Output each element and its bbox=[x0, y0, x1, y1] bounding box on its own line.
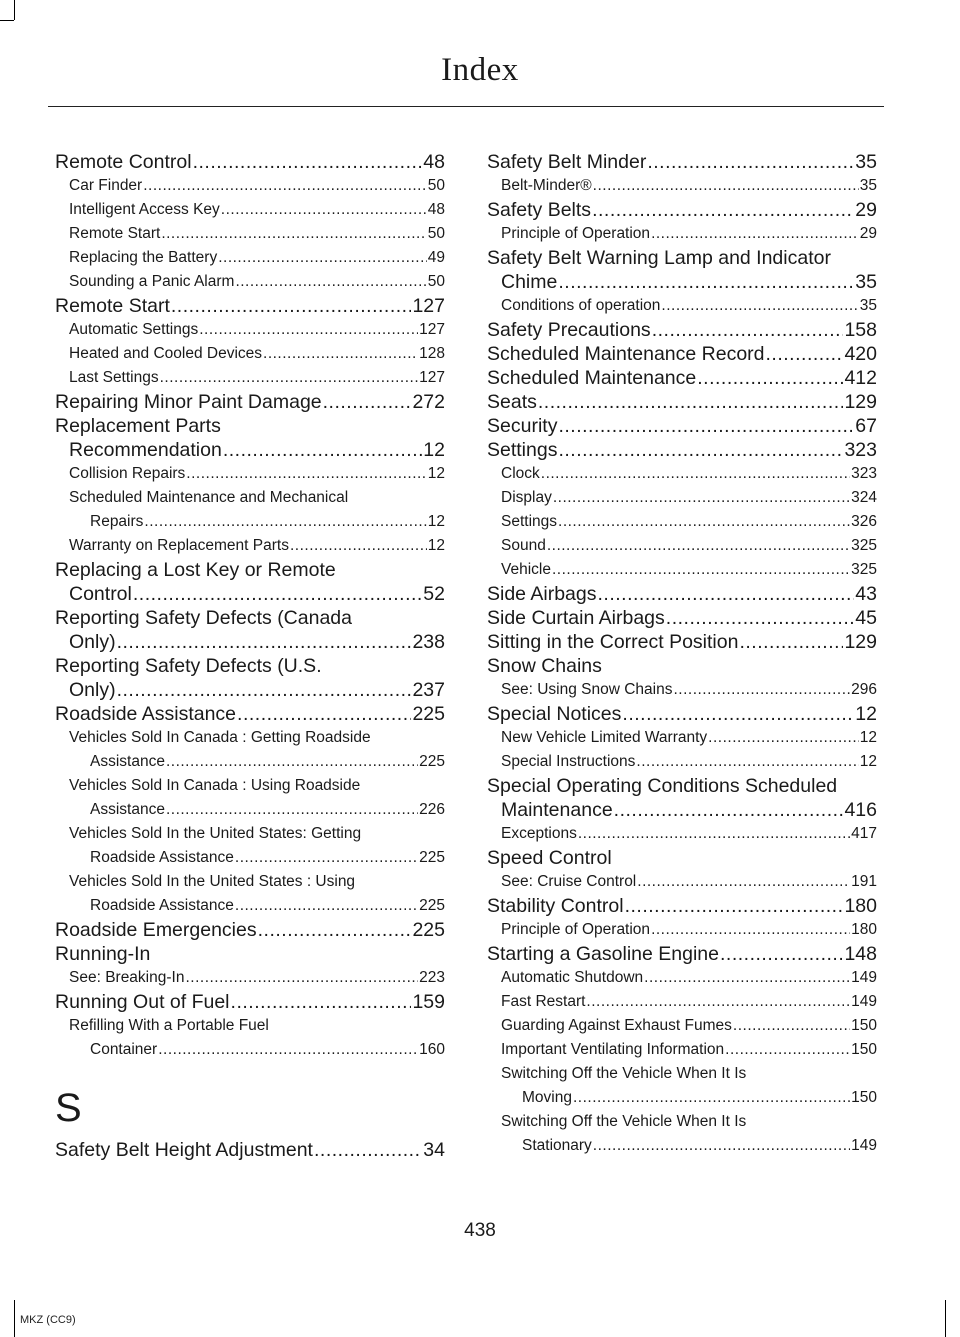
leader-dots bbox=[117, 630, 412, 654]
entry-text: Stability Control bbox=[487, 895, 624, 917]
index-subentry bbox=[487, 990, 877, 1014]
index-subentry bbox=[487, 222, 877, 246]
leader-dots bbox=[231, 990, 412, 1014]
entry-text: Remote Start bbox=[69, 225, 161, 242]
entry-text: Safety Belt Height Adjustment bbox=[55, 1139, 313, 1161]
leader-dots bbox=[223, 438, 422, 462]
crop-mark bbox=[0, 20, 14, 21]
entry-text: New Vehicle Limited Warranty bbox=[501, 729, 708, 746]
index-subentry bbox=[487, 750, 877, 774]
index-subentry bbox=[55, 366, 445, 390]
index-subentry bbox=[487, 558, 877, 582]
leader-dots bbox=[558, 438, 843, 462]
index-column-right bbox=[487, 150, 877, 1158]
leader-dots bbox=[166, 750, 418, 774]
entry-page: 180 bbox=[844, 895, 877, 917]
index-entry bbox=[487, 438, 877, 462]
page-title: Index bbox=[441, 52, 519, 88]
index-entry-first-line: Switching Off the Vehicle When It Is bbox=[501, 1065, 747, 1082]
entry-text: Only) bbox=[69, 631, 116, 653]
entry-text: Principle of Operation bbox=[501, 921, 651, 938]
index-entry bbox=[55, 294, 445, 318]
entry-text: Safety Precautions bbox=[487, 319, 651, 341]
entry-text: Guarding Against Exhaust Fumes bbox=[501, 1017, 732, 1034]
entry-page: 296 bbox=[851, 681, 877, 698]
index-subentry bbox=[55, 846, 445, 870]
entry-text: Roadside Assistance bbox=[90, 849, 234, 866]
leader-dots bbox=[538, 390, 844, 414]
index-subentry bbox=[487, 1134, 877, 1158]
index-entry bbox=[487, 606, 877, 630]
entry-text: Belt-Minder® bbox=[501, 177, 592, 194]
entry-text: Important Ventilating Information bbox=[501, 1041, 725, 1058]
entry-page: 225 bbox=[412, 703, 445, 725]
index-entry-first-line: Reporting Safety Defects (Canada bbox=[55, 607, 352, 629]
leader-dots bbox=[552, 558, 850, 582]
leader-dots bbox=[237, 702, 411, 726]
entry-text: Scheduled Maintenance bbox=[487, 367, 697, 389]
entry-text: Side Curtain Airbags bbox=[487, 607, 665, 629]
entry-page: 149 bbox=[851, 1137, 877, 1154]
entry-page: 149 bbox=[851, 969, 877, 986]
index-entry-first-line: Vehicles Sold In Canada : Using Roadside bbox=[69, 777, 361, 794]
entry-text: Roadside Assistance bbox=[55, 703, 237, 725]
index-heading: Snow Chains bbox=[487, 655, 602, 677]
index-entry-first-line: Special Operating Conditions Scheduled bbox=[487, 775, 838, 797]
entry-text: Car Finder bbox=[69, 177, 143, 194]
page-number: 438 bbox=[464, 1220, 496, 1241]
leader-dots bbox=[235, 894, 418, 918]
index-entry bbox=[487, 366, 877, 390]
entry-text: Intelligent Access Key bbox=[69, 201, 220, 218]
index-subentry bbox=[487, 822, 877, 846]
leader-dots bbox=[547, 534, 850, 558]
index-subentry bbox=[487, 870, 877, 894]
entry-page: 149 bbox=[851, 993, 877, 1010]
index-entry-first-line: Refilling With a Portable Fuel bbox=[69, 1017, 269, 1034]
leader-dots bbox=[739, 630, 843, 654]
entry-page: 417 bbox=[851, 825, 877, 842]
index-subentry bbox=[55, 462, 445, 486]
leader-dots bbox=[592, 198, 854, 222]
entry-page: 12 bbox=[427, 465, 445, 482]
index-entry bbox=[487, 318, 877, 342]
entry-text: Moving bbox=[522, 1089, 572, 1106]
index-entry bbox=[55, 150, 445, 174]
index-heading: Speed Control bbox=[487, 847, 612, 869]
index-entry-first-line: Reporting Safety Defects (U.S. bbox=[55, 655, 322, 677]
leader-dots bbox=[586, 990, 850, 1014]
entry-page: 323 bbox=[844, 439, 877, 461]
entry-text: Automatic Shutdown bbox=[501, 969, 644, 986]
leader-dots bbox=[541, 462, 850, 486]
entry-text: Collision Repairs bbox=[69, 465, 186, 482]
entry-text: Sitting in the Correct Position bbox=[487, 631, 739, 653]
entry-text: Sound bbox=[501, 537, 546, 554]
entry-page: 160 bbox=[419, 1041, 445, 1058]
index-entry bbox=[487, 414, 877, 438]
entry-page: 48 bbox=[423, 151, 445, 173]
entry-page: 129 bbox=[844, 391, 877, 413]
entry-text: Automatic Settings bbox=[69, 321, 199, 338]
entry-page: 148 bbox=[844, 943, 877, 965]
entry-page: 416 bbox=[844, 799, 877, 821]
index-subentry bbox=[487, 462, 877, 486]
entry-text: Display bbox=[501, 489, 552, 506]
leader-dots bbox=[733, 1014, 850, 1038]
entry-page: 158 bbox=[844, 319, 877, 341]
index-entry bbox=[487, 342, 877, 366]
leader-dots bbox=[553, 486, 850, 510]
index-subentry bbox=[55, 270, 445, 294]
index-entry bbox=[55, 702, 445, 726]
entry-text: Assistance bbox=[90, 801, 165, 818]
entry-text: Roadside Assistance bbox=[90, 897, 234, 914]
index-subentry bbox=[487, 294, 877, 318]
leader-dots bbox=[666, 606, 855, 630]
entry-text: Recommendation bbox=[69, 439, 222, 461]
leader-dots bbox=[158, 1038, 418, 1062]
entry-page: 323 bbox=[851, 465, 877, 482]
index-subentry bbox=[55, 798, 445, 822]
leader-dots bbox=[221, 198, 427, 222]
entry-page: 43 bbox=[855, 583, 877, 605]
index-subentry bbox=[487, 486, 877, 510]
index-entry bbox=[487, 150, 877, 174]
leader-dots bbox=[171, 294, 412, 318]
leader-dots bbox=[622, 702, 854, 726]
entry-page: 129 bbox=[844, 631, 877, 653]
entry-page: 12 bbox=[859, 753, 877, 770]
leader-dots bbox=[708, 726, 859, 750]
index-subentry bbox=[55, 534, 445, 558]
leader-dots bbox=[614, 798, 844, 822]
index-entry-first-line: Vehicles Sold In Canada : Getting Roadside bbox=[69, 729, 371, 746]
index-entry bbox=[487, 630, 877, 654]
entry-page: 35 bbox=[855, 151, 877, 173]
model-code: MKZ (CC9) bbox=[20, 1314, 76, 1326]
entry-page: 180 bbox=[851, 921, 877, 938]
entry-page: 150 bbox=[851, 1017, 877, 1034]
leader-dots bbox=[143, 174, 427, 198]
index-entry-first-line: Switching Off the Vehicle When It Is bbox=[501, 1113, 747, 1130]
leader-dots bbox=[644, 966, 850, 990]
leader-dots bbox=[117, 678, 412, 702]
index-entry bbox=[487, 798, 877, 822]
index-subentry bbox=[55, 246, 445, 270]
entry-page: 29 bbox=[859, 225, 877, 242]
entry-text: Special Instructions bbox=[501, 753, 636, 770]
entry-page: 127 bbox=[419, 321, 445, 338]
index-entry-first-line: Vehicles Sold In the United States : Using bbox=[69, 873, 356, 890]
entry-text: Assistance bbox=[90, 753, 165, 770]
entry-text: Control bbox=[69, 583, 132, 605]
entry-page: 50 bbox=[427, 273, 445, 290]
index-entry bbox=[487, 270, 877, 294]
index-entry bbox=[487, 198, 877, 222]
entry-text: Warranty on Replacement Parts bbox=[69, 537, 289, 554]
index-entry bbox=[55, 630, 445, 654]
entry-text: Container bbox=[90, 1041, 158, 1058]
entry-text: Remote Start bbox=[55, 295, 170, 317]
index-subentry bbox=[55, 222, 445, 246]
entry-text: Repairs bbox=[90, 513, 144, 530]
index-entry-first-line: Vehicles Sold In the United States: Getting bbox=[69, 825, 362, 842]
entry-page: 35 bbox=[859, 177, 877, 194]
index-entry bbox=[55, 438, 445, 462]
index-subentry bbox=[55, 1038, 445, 1062]
entry-text: Settings bbox=[487, 439, 558, 461]
entry-page: 29 bbox=[855, 199, 877, 221]
entry-page: 150 bbox=[851, 1089, 877, 1106]
entry-page: 324 bbox=[851, 489, 877, 506]
index-subentry bbox=[487, 510, 877, 534]
entry-text: Security bbox=[487, 415, 558, 437]
entry-page: 225 bbox=[412, 919, 445, 941]
index-entry bbox=[487, 390, 877, 414]
index-entry bbox=[55, 582, 445, 606]
index-entry bbox=[55, 390, 445, 414]
index-subentry bbox=[487, 534, 877, 558]
entry-text: See: Cruise Control bbox=[501, 873, 637, 890]
index-subentry bbox=[55, 966, 445, 990]
index-entry bbox=[487, 702, 877, 726]
entry-page: 12 bbox=[423, 439, 445, 461]
entry-text: Conditions of operation bbox=[501, 297, 661, 314]
entry-text: Principle of Operation bbox=[501, 225, 651, 242]
index-subentry bbox=[487, 966, 877, 990]
entry-text: Exceptions bbox=[501, 825, 577, 842]
entry-text: Settings bbox=[501, 513, 558, 530]
leader-dots bbox=[673, 678, 850, 702]
crop-mark bbox=[14, 0, 15, 20]
leader-dots bbox=[161, 222, 426, 246]
entry-page: 35 bbox=[855, 271, 877, 293]
entry-page: 225 bbox=[419, 897, 445, 914]
entry-page: 52 bbox=[423, 583, 445, 605]
leader-dots bbox=[166, 798, 418, 822]
leader-dots bbox=[625, 894, 844, 918]
entry-page: 225 bbox=[419, 753, 445, 770]
entry-text: Replacing the Battery bbox=[69, 249, 218, 266]
leader-dots bbox=[661, 294, 858, 318]
entry-page: 50 bbox=[427, 177, 445, 194]
entry-text: Stationary bbox=[522, 1137, 592, 1154]
leader-dots bbox=[133, 582, 422, 606]
index-entry bbox=[55, 678, 445, 702]
entry-page: 49 bbox=[427, 249, 445, 266]
index-entry-first-line: Replacing a Lost Key or Remote bbox=[55, 559, 336, 581]
section-letter: S bbox=[55, 1086, 82, 1130]
entry-text: Safety Belt Minder bbox=[487, 151, 647, 173]
index-entry bbox=[487, 942, 877, 966]
entry-page: 12 bbox=[427, 513, 445, 530]
crop-mark bbox=[14, 1300, 15, 1337]
entry-page: 35 bbox=[859, 297, 877, 314]
entry-page: 420 bbox=[844, 343, 877, 365]
entry-page: 191 bbox=[851, 873, 877, 890]
leader-dots bbox=[263, 342, 418, 366]
index-subentry bbox=[55, 174, 445, 198]
entry-page: 159 bbox=[412, 991, 445, 1013]
leader-dots bbox=[186, 462, 426, 486]
leader-dots bbox=[185, 966, 418, 990]
leader-dots bbox=[578, 822, 850, 846]
entry-page: 12 bbox=[427, 537, 445, 554]
entry-page: 412 bbox=[844, 367, 877, 389]
entry-text: Maintenance bbox=[501, 799, 613, 821]
index-subentry bbox=[487, 1086, 877, 1110]
entry-page: 48 bbox=[427, 201, 445, 218]
entry-page: 45 bbox=[855, 607, 877, 629]
entry-text: Special Notices bbox=[487, 703, 622, 725]
entry-text: Side Airbags bbox=[487, 583, 597, 605]
leader-dots bbox=[193, 150, 423, 174]
entry-text: Clock bbox=[501, 465, 540, 482]
leader-dots bbox=[144, 510, 426, 534]
leader-dots bbox=[218, 246, 427, 270]
index-subentry bbox=[55, 510, 445, 534]
leader-dots bbox=[314, 1138, 422, 1162]
entry-page: 223 bbox=[419, 969, 445, 986]
leader-dots bbox=[651, 918, 850, 942]
entry-text: Last Settings bbox=[69, 369, 159, 386]
index-entry bbox=[487, 582, 877, 606]
index-subentry bbox=[487, 174, 877, 198]
index-subentry bbox=[487, 726, 877, 750]
index-subentry bbox=[55, 750, 445, 774]
entry-text: Vehicle bbox=[501, 561, 551, 578]
leader-dots bbox=[598, 582, 855, 606]
leader-dots bbox=[323, 390, 412, 414]
index-subentry bbox=[487, 1014, 877, 1038]
leader-dots bbox=[199, 318, 418, 342]
index-subentry bbox=[487, 918, 877, 942]
leader-dots bbox=[290, 534, 427, 558]
entry-text: Running Out of Fuel bbox=[55, 991, 230, 1013]
crop-mark bbox=[945, 1300, 946, 1337]
entry-page: 226 bbox=[419, 801, 445, 818]
leader-dots bbox=[558, 270, 854, 294]
entry-page: 326 bbox=[851, 513, 877, 530]
entry-page: 128 bbox=[419, 345, 445, 362]
index-subentry bbox=[55, 342, 445, 366]
leader-dots bbox=[636, 750, 858, 774]
entry-page: 127 bbox=[412, 295, 445, 317]
entry-page: 225 bbox=[419, 849, 445, 866]
index-subentry bbox=[55, 198, 445, 222]
leader-dots bbox=[720, 942, 843, 966]
leader-dots bbox=[725, 1038, 850, 1062]
leader-dots bbox=[573, 1086, 850, 1110]
entry-text: Only) bbox=[69, 679, 116, 701]
entry-page: 150 bbox=[851, 1041, 877, 1058]
index-column-left bbox=[55, 150, 445, 1162]
entry-text: See: Using Snow Chains bbox=[501, 681, 673, 698]
index-heading: Running-In bbox=[55, 943, 151, 965]
entry-page: 237 bbox=[412, 679, 445, 701]
index-subentry bbox=[487, 678, 877, 702]
entry-page: 325 bbox=[851, 537, 877, 554]
header-rule bbox=[48, 106, 884, 107]
entry-page: 12 bbox=[859, 729, 877, 746]
index-subentry bbox=[55, 894, 445, 918]
index-subentry bbox=[487, 1038, 877, 1062]
leader-dots bbox=[652, 318, 844, 342]
index-entry bbox=[55, 918, 445, 942]
entry-page: 50 bbox=[427, 225, 445, 242]
entry-page: 12 bbox=[855, 703, 877, 725]
leader-dots bbox=[593, 174, 859, 198]
entry-page: 127 bbox=[419, 369, 445, 386]
entry-text: Safety Belts bbox=[487, 199, 592, 221]
index-entry bbox=[55, 990, 445, 1014]
entry-text: Sounding a Panic Alarm bbox=[69, 273, 235, 290]
index-subentry bbox=[55, 318, 445, 342]
leader-dots bbox=[558, 510, 850, 534]
entry-text: Roadside Emergencies bbox=[55, 919, 257, 941]
entry-page: 272 bbox=[412, 391, 445, 413]
entry-text: Heated and Cooled Devices bbox=[69, 345, 263, 362]
leader-dots bbox=[697, 366, 843, 390]
leader-dots bbox=[258, 918, 412, 942]
leader-dots bbox=[558, 414, 854, 438]
leader-dots bbox=[766, 342, 844, 366]
leader-dots bbox=[235, 270, 426, 294]
index-entry bbox=[487, 894, 877, 918]
entry-text: See: Breaking-In bbox=[69, 969, 185, 986]
entry-page: 325 bbox=[851, 561, 877, 578]
entry-text: Remote Control bbox=[55, 151, 192, 173]
entry-text: Starting a Gasoline Engine bbox=[487, 943, 719, 965]
index-entry-first-line: Safety Belt Warning Lamp and Indicator bbox=[487, 247, 831, 269]
entry-text: Repairing Minor Paint Damage bbox=[55, 391, 322, 413]
entry-text: Scheduled Maintenance Record bbox=[487, 343, 765, 365]
entry-text: Seats bbox=[487, 391, 537, 413]
leader-dots bbox=[651, 222, 859, 246]
entry-text: Chime bbox=[501, 271, 558, 293]
index-entry-first-line: Scheduled Maintenance and Mechanical bbox=[69, 489, 349, 506]
leader-dots bbox=[235, 846, 418, 870]
entry-text: Fast Restart bbox=[501, 993, 586, 1010]
index-entry bbox=[55, 1138, 445, 1162]
entry-page: 67 bbox=[855, 415, 877, 437]
entry-page: 34 bbox=[423, 1139, 445, 1161]
index-entry-first-line: Replacement Parts bbox=[55, 415, 221, 437]
leader-dots bbox=[160, 366, 419, 390]
entry-page: 238 bbox=[412, 631, 445, 653]
leader-dots bbox=[593, 1134, 850, 1158]
leader-dots bbox=[637, 870, 850, 894]
leader-dots bbox=[647, 150, 854, 174]
